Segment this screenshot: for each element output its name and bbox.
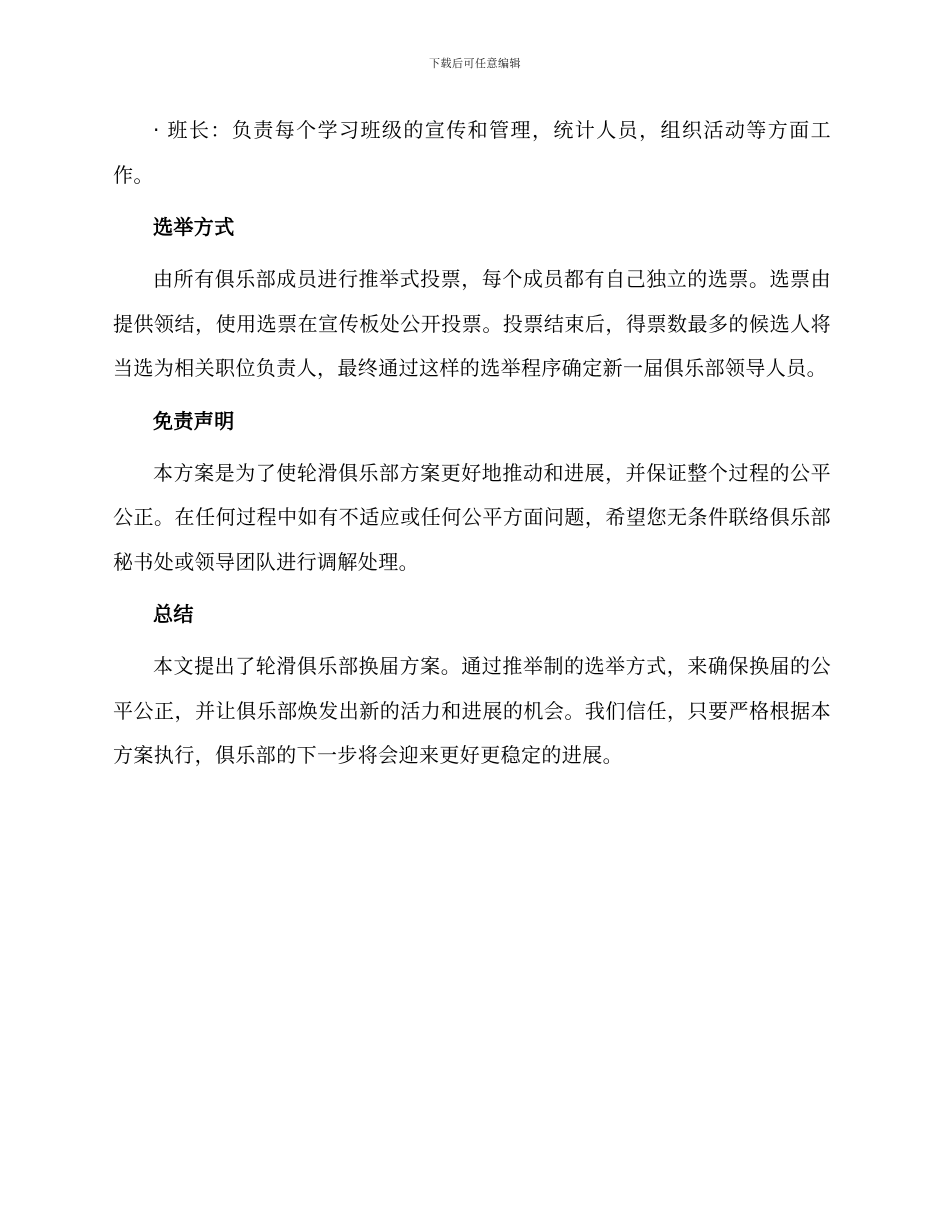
section-body-election-method: 由所有俱乐部成员进行推举式投票，每个成员都有自己独立的选票。选票由提供领结，使用选票在宣传板处公开投票。投票结束后，得票数最多的候选人将当选为相关职位负责人，最终通过这样的选举程序确定新一届俱乐部领导人员。 <box>113 267 831 380</box>
document-body <box>113 108 831 778</box>
section-heading-election-method: 选举方式 <box>153 215 235 239</box>
section-body-disclaimer: 本方案是为了使轮滑俱乐部方案更好地推动和进展，并保证整个过程的公平公正。在任何过程中如有不适应或任何公平方面问题，希望您无条件联络俱乐部秘书处或领导团队进行调解处理。 <box>113 460 831 574</box>
page-header-note: 下载后可任意编辑 <box>429 57 521 70</box>
section-heading-disclaimer: 免责声明 <box>153 408 235 433</box>
section-body-summary: 本文提出了轮滑俱乐部换届方案。通过推举制的选举方式，来确保换届的公平公正，并让俱乐部焕发出新的活力和进展的机会。我们信任，只要严格根据本方案执行，俱乐部的下一步将会迎来更好更稳定的进展。 <box>113 654 831 767</box>
section-heading-summary: 总结 <box>153 602 194 626</box>
bullet-paragraph-class-monitor: · 班长：负责每个学习班级的宣传和管理，统计人员，组织活动等方面工作。 <box>113 118 831 187</box>
